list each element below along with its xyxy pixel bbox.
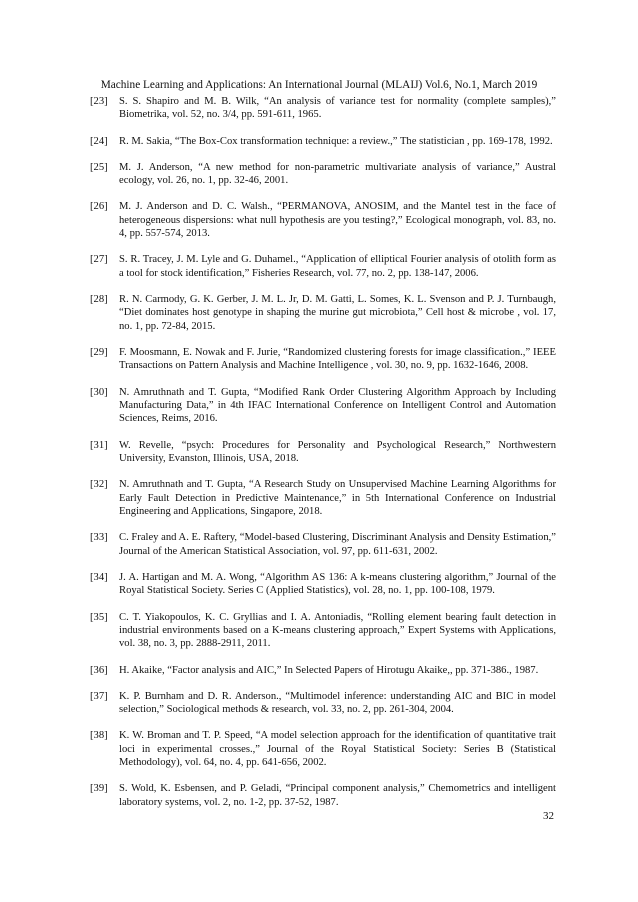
reference-item xyxy=(90,690,556,717)
reference-number: [36] xyxy=(90,664,108,676)
reference-number: [35] xyxy=(90,611,108,623)
reference-text: S. S. Shapiro and M. B. Wilk, “An analysis of variance test for normality (complete samples),” Biometrika, vol. 52, no. 3/4, pp. 591-611, 1965. xyxy=(119,96,556,121)
reference-text: R. N. Carmody, G. K. Gerber, J. M. L. Jr, D. M. Gatti, L. Somes, K. L. Svenson and P. J. Turnbaugh, “Diet dominates host genotype in shaping the murine gut microbiota,” Cell host & microbe , vol. 17, no. 1, pp. 72-84, 2015. xyxy=(119,294,556,332)
reference-text: K. W. Broman and T. P. Speed, “A model selection approach for the identification of quantitative trait loci in experimental crosses.,” Journal of the Royal Statistical Society: Series B (Statistical Methodology), vol. 64, no. 4, pp. 641-656, 2002. xyxy=(119,730,556,769)
reference-item xyxy=(90,253,556,280)
reference-number: [38] xyxy=(90,730,108,742)
page-number: 32 xyxy=(543,810,554,822)
reference-item xyxy=(90,571,556,598)
reference-item xyxy=(90,293,556,333)
reference-number: [23] xyxy=(90,96,108,107)
running-header: Machine Learning and Applications: An International Journal (MLAIJ) Vol.6, No.1, March 2019 xyxy=(100,79,538,91)
reference-number: [34] xyxy=(90,571,108,583)
reference-text: S. R. Tracey, J. M. Lyle and G. Duhamel., “Application of elliptical Fourier analysis of otolith form as a tool for stock identification,” Fisheries Research, vol. 77, no. 2, pp. 138-147, 2006. xyxy=(119,254,556,279)
reference-number: [32] xyxy=(90,479,108,491)
reference-item xyxy=(90,729,556,769)
reference-text: C. Fraley and A. E. Raftery, “Model-based Clustering, Discriminant Analysis and Density Estimation,” Journal of the American Statistical Association, vol. 97, pp. 611-631, 2002. xyxy=(119,532,556,557)
reference-text: R. M. Sakia, “The Box-Cox transformation technique: a review.,” The statistician , pp. 169-178, 1992. xyxy=(119,135,553,147)
reference-text: M. J. Anderson, “A new method for non-parametric multivariate analysis of variance,” Austral ecology, vol. 26, no. 1, pp. 32-46, 2001. xyxy=(119,161,556,187)
reference-item xyxy=(90,135,556,148)
reference-item xyxy=(90,531,556,558)
reference-number: [27] xyxy=(90,254,108,266)
reference-text: S. Wold, K. Esbensen, and P. Geladi, “Principal component analysis,” Chemometrics and intelligent laboratory systems, vol. 2, no. 1-2, pp. 37-52, 1987. xyxy=(119,783,556,808)
reference-number: [25] xyxy=(90,161,108,173)
reference-number: [28] xyxy=(90,294,108,306)
reference-text: K. P. Burnham and D. R. Anderson., “Multimodel inference: understanding AIC and BIC in model selection,” Sociological methods & research, vol. 33, no. 2, pp. 261-304, 2004. xyxy=(119,690,556,716)
reference-text: M. J. Anderson and D. C. Walsh., “PERMANOVA, ANOSIM, and the Mantel test in the face of heterogeneous dispersions: what null hypothesis are you testing?,” Ecological monograph, vol. 83, no. 4, pp. 557-574, 2013. xyxy=(119,201,556,240)
reference-text: C. T. Yiakopoulos, K. C. Gryllias and I. A. Antoniadis, “Rolling element bearing fault detection in industrial environments based on a K-means clustering approach,” Expert Systems with Applications, vol. 38, no. 3, pp. 2888-2911, 2011. xyxy=(119,611,556,650)
reference-item xyxy=(90,439,556,466)
reference-item xyxy=(90,611,556,651)
reference-item xyxy=(90,200,556,240)
reference-text: H. Akaike, “Factor analysis and AIC,” In Selected Papers of Hirotugu Akaike,, pp. 371-386., 1987. xyxy=(119,664,539,676)
reference-number: [39] xyxy=(90,783,108,795)
reference-number: [26] xyxy=(90,201,108,213)
reference-number: [33] xyxy=(90,532,108,544)
reference-text: J. A. Hartigan and M. A. Wong, “Algorithm AS 136: A k-means clustering algorithm,” Journal of the Royal Statistical Society. Series C (Applied Statistics), vol. 28, no. 1, pp. 100-108, 1979. xyxy=(119,571,556,597)
reference-number: [31] xyxy=(90,439,108,451)
reference-item xyxy=(90,664,556,677)
reference-number: [29] xyxy=(90,347,108,359)
reference-item xyxy=(90,478,556,518)
reference-text: N. Amruthnath and T. Gupta, “A Research Study on Unsupervised Machine Learning Algorithms for Early Fault Detection in Predictive Maintenance,” in 5th International Conference on Industrial Engineering and Applications, Singapore, 2018. xyxy=(119,479,556,518)
reference-text: N. Amruthnath and T. Gupta, “Modified Rank Order Clustering Algorithm Approach by Including Manufacturing Data,” in 4th IFAC International Conference on Intelligent Control and Automation Sciences, Reims, 2016. xyxy=(119,386,556,425)
reference-text: F. Moosmann, E. Nowak and F. Jurie, “Randomized clustering forests for image classification.,” IEEE Transactions on Pattern Analysis and Machine Intelligence , vol. 30, no. 9, pp. 1632-1646, 2008. xyxy=(119,347,556,372)
reference-number: [24] xyxy=(90,135,108,147)
reference-number: [30] xyxy=(90,386,108,398)
reference-number: [37] xyxy=(90,690,108,702)
reference-item xyxy=(90,782,556,809)
reference-item xyxy=(90,346,556,373)
reference-item xyxy=(90,386,556,426)
reference-item xyxy=(90,95,556,122)
reference-item xyxy=(90,161,556,188)
reference-list xyxy=(90,95,556,822)
reference-text: W. Revelle, “psych: Procedures for Personality and Psychological Research,” Northwestern University, Evanston, Illinois, USA, 2018. xyxy=(119,439,556,465)
